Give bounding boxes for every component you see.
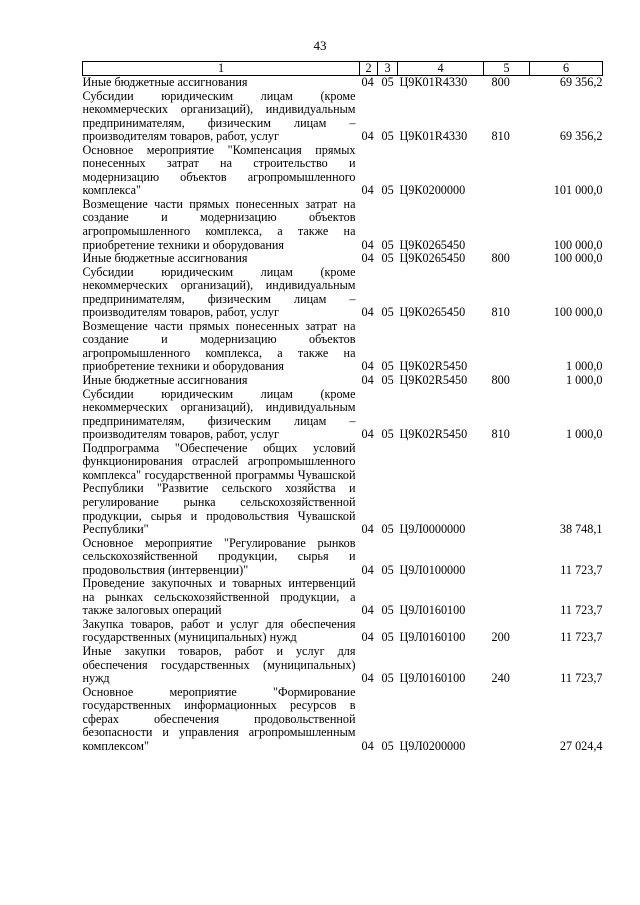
row-target-article: Ц9Л0160100: [399, 603, 466, 618]
row-target-article: Ц9К02R5450: [399, 373, 468, 388]
row-subsection-code: 05: [381, 129, 394, 144]
table-row: [83, 144, 603, 198]
header-col-3: 3: [378, 62, 398, 76]
table-body: [83, 76, 603, 754]
row-amount: 1 000,0: [565, 427, 603, 442]
row-subsection-code: 05: [381, 251, 394, 266]
header-col-6: 6: [530, 62, 603, 76]
header-col-4: 4: [398, 62, 484, 76]
row-target-article: Ц9Л0000000: [399, 522, 466, 537]
table-row: [83, 537, 603, 578]
row-target-article: Ц9К01R4330: [399, 129, 468, 144]
row-expense-type: [484, 577, 530, 618]
row-target-article: Ц9К02R5450: [399, 427, 468, 442]
row-description: Возмещение части прямых понесенных затрат на создание и модернизацию объектов агропромышленного комплекса, а также на приобретение техники и оборудования: [82, 196, 356, 252]
table-row: [83, 686, 603, 754]
row-amount: 38 748,1: [559, 522, 603, 537]
header-col-5: 5: [484, 62, 530, 76]
row-expense-type: [484, 198, 530, 252]
row-description: Субсидии юридическим лицам (кроме некоммерческих организаций), индивидуальным предпринимателям, физическим лицам – производителям товаров, работ, услуг: [82, 264, 356, 320]
row-amount: 100 000,0: [553, 305, 603, 320]
row-description: Основное мероприятие "Компенсация прямых понесенных затрат на строительство и модернизацию объектов агропромышленного комплекса": [82, 142, 356, 198]
row-expense-type: [484, 537, 530, 578]
table-row: [83, 76, 603, 90]
row-subsection-code: 05: [381, 359, 394, 374]
row-subsection-code: 05: [381, 427, 394, 442]
row-expense-type: 240: [491, 671, 510, 686]
row-amount: 11 723,7: [560, 630, 603, 645]
row-expense-type: [484, 686, 530, 754]
row-subsection-code: 05: [381, 305, 394, 320]
row-section-code: 04: [361, 603, 374, 618]
row-amount: 101 000,0: [553, 183, 603, 198]
table-row: [83, 618, 603, 645]
table-row: [83, 442, 603, 537]
row-section-code: 04: [361, 630, 374, 645]
row-subsection-code: 05: [381, 237, 394, 252]
row-description: Иные бюджетные ассигнования: [82, 251, 248, 266]
row-section-code: 04: [361, 237, 374, 252]
page-number: 43: [313, 38, 327, 53]
row-target-article: Ц9Л0160100: [399, 671, 466, 686]
row-expense-type: [484, 320, 530, 374]
row-section-code: 04: [361, 75, 374, 89]
row-target-article: Ц9Л0100000: [399, 562, 466, 577]
table-row: [83, 252, 603, 266]
row-amount: 11 723,7: [560, 671, 603, 686]
table-row: [83, 266, 603, 320]
row-expense-type: 800: [491, 251, 510, 266]
header-row: [83, 62, 603, 76]
row-amount: 69 356,2: [559, 129, 603, 144]
header-col-1: 1: [83, 62, 360, 76]
row-amount: 1 000,0: [565, 373, 603, 388]
row-subsection-code: 05: [381, 183, 394, 198]
row-amount: 11 723,7: [560, 562, 603, 577]
row-section-code: 04: [361, 305, 374, 320]
row-expense-type: 810: [491, 427, 510, 442]
table-row: [83, 198, 603, 252]
row-description: Проведение закупочных и товарных интервенций на рынках сельскохозяйственной продукции, а также залоговых операций: [82, 576, 356, 618]
row-target-article: Ц9К0265450: [399, 237, 466, 252]
row-section-code: 04: [361, 183, 374, 198]
table-header: [83, 62, 603, 76]
row-section-code: 04: [361, 671, 374, 686]
row-amount: 100 000,0: [553, 237, 603, 252]
row-description: Иные бюджетные ассигнования: [82, 373, 248, 388]
header-col-2: 2: [360, 62, 378, 76]
row-expense-type: 200: [491, 630, 510, 645]
row-target-article: Ц9К0265450: [399, 305, 466, 320]
row-subsection-code: 05: [381, 562, 394, 577]
row-amount: 27 024,4: [559, 738, 603, 753]
row-description: Возмещение части прямых понесенных затрат на создание и модернизацию объектов агропромышленного комплекса, а также на приобретение техники и оборудования: [82, 318, 356, 374]
row-section-code: 04: [361, 522, 374, 537]
row-subsection-code: 05: [381, 671, 394, 686]
table-row: [83, 320, 603, 374]
row-amount: 1 000,0: [565, 359, 603, 374]
row-subsection-code: 05: [381, 603, 394, 618]
row-description: Иные закупки товаров, работ и услуг для обеспечения государственных (муниципальных) нужд: [82, 643, 356, 686]
row-section-code: 04: [361, 562, 374, 577]
row-target-article: Ц9Л0160100: [399, 630, 466, 645]
budget-table: [82, 61, 603, 753]
table-row: [83, 645, 603, 686]
row-description: Закупка товаров, работ и услуг для обеспечения государственных (муниципальных) нужд: [82, 616, 356, 645]
row-target-article: Ц9К0200000: [399, 183, 466, 198]
row-expense-type: 810: [491, 305, 510, 320]
row-subsection-code: 05: [381, 373, 394, 388]
row-subsection-code: 05: [381, 738, 394, 753]
row-subsection-code: 05: [381, 630, 394, 645]
row-target-article: Ц9К02R5450: [399, 359, 468, 374]
row-description: Основное мероприятие "Формирование государственных информационных ресурсов в сферах обеспечения продовольственной безопасности и управления агропромышленным комплексом": [82, 684, 356, 753]
row-section-code: 04: [361, 373, 374, 388]
row-expense-type: [484, 442, 530, 537]
row-amount: 69 356,2: [559, 75, 603, 89]
row-target-article: Ц9К0265450: [399, 251, 466, 266]
row-expense-type: [484, 144, 530, 198]
table-row: [83, 90, 603, 144]
row-section-code: 04: [361, 427, 374, 442]
table-row: [83, 374, 603, 388]
row-section-code: 04: [361, 738, 374, 753]
row-description: Субсидии юридическим лицам (кроме некоммерческих организаций), индивидуальным предпринимателям, физическим лицам – производителям товаров, работ, услуг: [82, 88, 356, 144]
row-section-code: 04: [361, 359, 374, 374]
row-section-code: 04: [361, 129, 374, 144]
row-expense-type: 800: [491, 75, 510, 89]
row-description: Основное мероприятие "Регулирование рынков сельскохозяйственной продукции, сырья и продовольствия (интервенции)": [82, 535, 356, 577]
row-description: Иные бюджетные ассигнования: [82, 75, 248, 89]
row-expense-type: 800: [491, 373, 510, 388]
row-subsection-code: 05: [381, 522, 394, 537]
row-subsection-code: 05: [381, 75, 394, 89]
row-section-code: 04: [361, 251, 374, 266]
row-amount: 11 723,7: [560, 603, 603, 618]
row-amount: 100 000,0: [553, 251, 603, 266]
row-target-article: Ц9Л0200000: [399, 738, 466, 753]
row-target-article: Ц9К01R4330: [399, 75, 468, 89]
table-row: [83, 577, 603, 618]
row-description: Субсидии юридическим лицам (кроме некоммерческих организаций), индивидуальным предпринимателям, физическим лицам – производителям товаров, работ, услуг: [82, 386, 356, 442]
row-description: Подпрограмма "Обеспечение общих условий функционирования отраслей агропромышленного комплекса" государственной программы Чувашской Республики "Развитие сельского хозяйства и регулирование рынка сельскохозяйственной продукции, сырья и продовольствия Чувашской Республики": [82, 440, 356, 537]
row-expense-type: 810: [491, 129, 510, 144]
table-row: [83, 388, 603, 442]
